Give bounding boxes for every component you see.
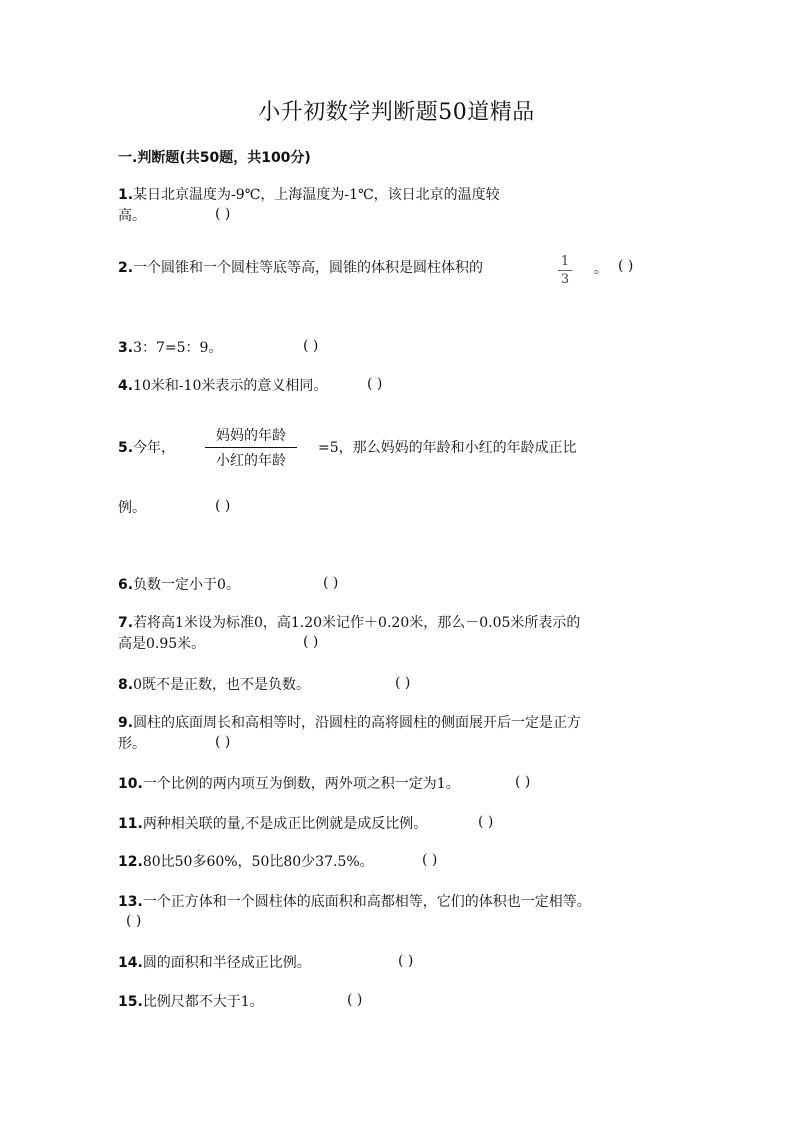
question-number: 14. [118, 955, 143, 971]
question-text: 圆柱的底面周长和高相等时，沿圆柱的高将圆柱的侧面展开后一定是正方 [133, 715, 582, 731]
question-text: 今年， [133, 440, 176, 456]
question-14 [118, 953, 311, 974]
answer-blank[interactable]: ( ) [303, 338, 319, 354]
answer-blank[interactable]: ( ) [215, 498, 231, 514]
fraction-denominator: 3 [560, 272, 570, 287]
question-5-continued [318, 438, 577, 459]
question-text: 圆的面积和半径成正比例。 [142, 955, 311, 971]
question-text: 80比50多60%，50比80少37.5%。 [142, 854, 374, 870]
question-text: 比例尺都不大于1。 [142, 994, 264, 1010]
fraction-numerator: 1 [560, 254, 570, 269]
question-9 [118, 713, 581, 755]
answer-blank[interactable]: ( ) [478, 814, 494, 830]
question-number: 1. [118, 187, 134, 203]
punctuation: 。 [594, 261, 608, 277]
question-11 [118, 814, 427, 835]
answer-blank[interactable]: ( ) [515, 774, 531, 790]
answer-blank[interactable]: ( ) [303, 634, 319, 650]
question-5-line2 [118, 498, 146, 519]
answer-blank[interactable]: ( ) [347, 992, 363, 1008]
question-text-continued: 形。 [118, 736, 146, 752]
question-text: 一个圆锥和一个圆柱等底等高，圆锥的体积是圆柱体积的 [133, 260, 484, 276]
question-7 [118, 613, 580, 655]
question-text-continued: 高。 [118, 208, 146, 224]
fraction-denominator: 小红的年龄 [216, 453, 286, 469]
question-number: 8. [118, 677, 134, 693]
question-3 [118, 338, 222, 359]
question-13 [118, 892, 591, 913]
question-text: 10米和-10米表示的意义相同。 [133, 378, 328, 394]
section-heading: 一.判断题(共50题，共100分) [118, 150, 311, 166]
question-text-continued: 例。 [118, 500, 146, 516]
fraction-one-third [558, 254, 572, 287]
question-number: 3. [118, 340, 134, 356]
question-number: 15. [118, 994, 143, 1010]
question-text-continued: 高是0.95米。 [118, 636, 206, 652]
question-number: 4. [118, 378, 134, 394]
fraction-numerator: 妈妈的年龄 [216, 428, 286, 444]
question-8 [118, 675, 310, 696]
question-number: 5. [118, 440, 134, 456]
answer-blank[interactable]: ( ) [367, 376, 383, 392]
answer-blank[interactable]: ( ) [215, 206, 231, 222]
question-text: 0既不是正数，也不是负数。 [133, 677, 310, 693]
question-1 [118, 185, 500, 227]
question-15 [118, 992, 264, 1013]
answer-blank[interactable]: ( ) [126, 913, 142, 929]
question-text: 负数一定小于0。 [133, 577, 240, 593]
question-text: 一个正方体和一个圆柱体的底面积和高都相等，它们的体积也一定相等。 [142, 894, 591, 910]
answer-blank[interactable]: ( ) [395, 675, 411, 691]
question-number: 6. [118, 577, 134, 593]
question-text: 一个比例的两内项互为倒数，两外项之积一定为1。 [142, 776, 460, 792]
question-2-after [594, 258, 608, 278]
question-text: 两种相关联的量,不是成正比例就是成反比例。 [142, 816, 428, 832]
question-6 [118, 575, 240, 596]
fraction-age-ratio [205, 425, 297, 470]
question-text: 某日北京温度为-9℃，上海温度为-1℃，该日北京的温度较 [133, 187, 500, 203]
question-10 [118, 774, 460, 795]
question-number: 12. [118, 854, 143, 870]
answer-blank[interactable]: ( ) [323, 575, 339, 591]
question-2 [118, 258, 483, 279]
question-number: 11. [118, 816, 143, 832]
fraction-bar [205, 447, 297, 448]
question-number: 9. [118, 715, 134, 731]
question-text: 3：7=5：9。 [133, 340, 223, 356]
question-4 [118, 376, 327, 397]
answer-blank[interactable]: ( ) [398, 953, 414, 969]
answer-blank[interactable]: ( ) [618, 258, 634, 274]
page-title: 小升初数学判断题50道精品 [258, 100, 535, 125]
answer-blank[interactable]: ( ) [215, 734, 231, 750]
question-5 [118, 438, 175, 459]
question-number: 10. [118, 776, 143, 792]
question-number: 2. [118, 260, 134, 276]
question-12 [118, 852, 374, 873]
question-number: 13. [118, 894, 143, 910]
question-text: 若将高1米设为标准0，高1.20米记作＋0.20米，那么－0.05米所表示的 [133, 615, 581, 631]
question-text: =5，那么妈妈的年龄和小红的年龄成正比 [318, 440, 577, 456]
answer-blank[interactable]: ( ) [422, 852, 438, 868]
question-number: 7. [118, 615, 134, 631]
fraction-bar [558, 270, 572, 271]
